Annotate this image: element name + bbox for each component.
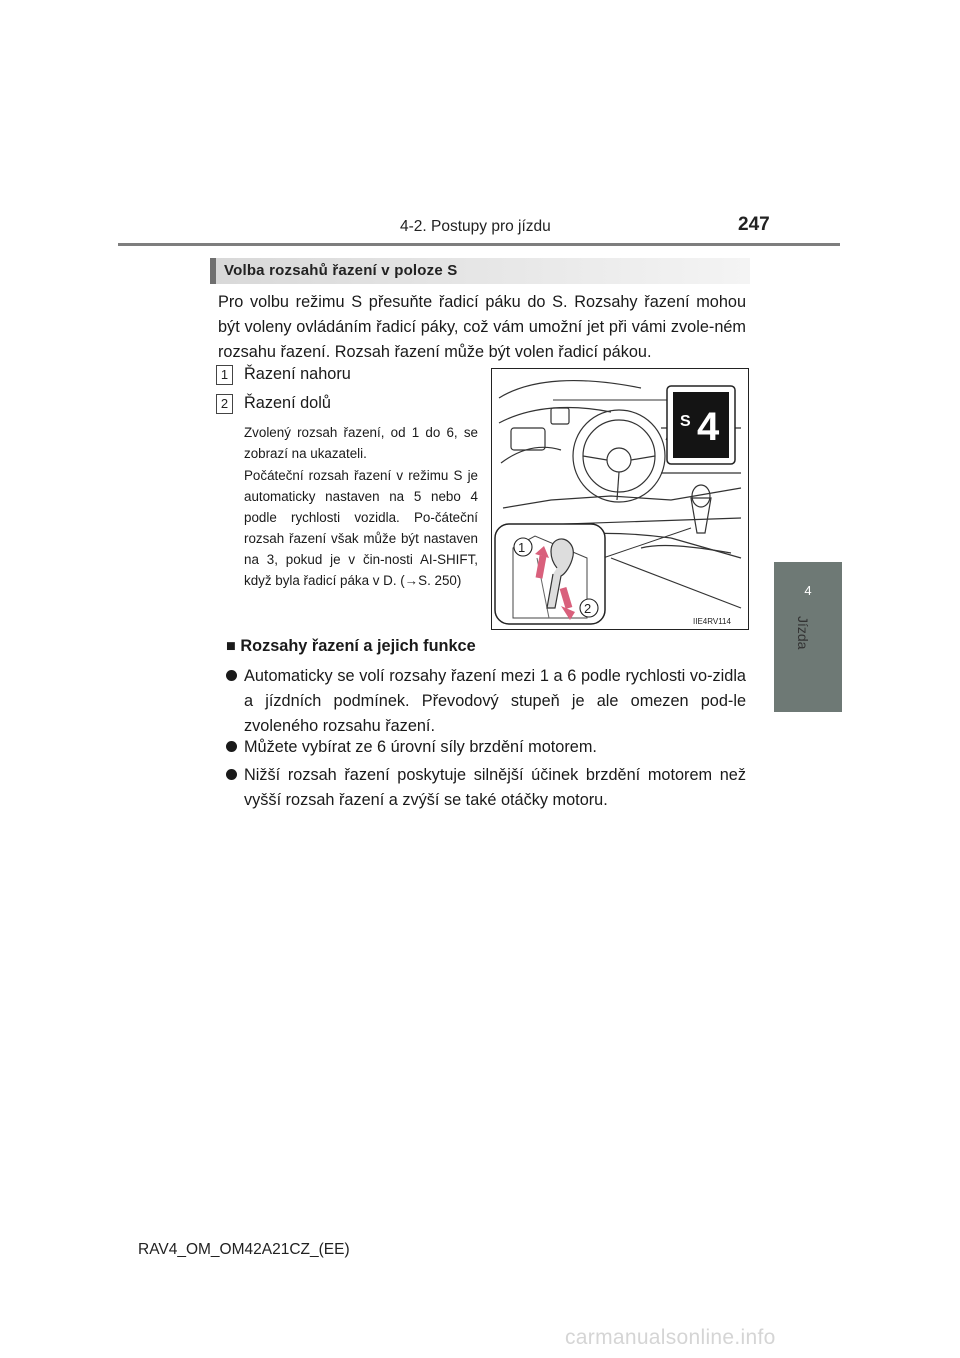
step-number-badge: 1 <box>216 365 233 385</box>
shift-lever-inset <box>495 524 605 624</box>
bullet-dot <box>226 769 237 780</box>
bullet-item: Nižší rozsah řazení poskytuje silnější účinek brzdění motorem než vyšší rozsah řazení a zvýší se také otáčky motoru. <box>244 766 746 809</box>
step-number-badge: 2 <box>216 394 233 414</box>
figure-code: IIE4RV114 <box>693 617 731 626</box>
note-paragraph: Zvolený rozsah řazení, od 1 do 6, se zobrazí na ukazateli. <box>244 425 478 461</box>
header-section-title: 4-2. Postupy pro jízdu <box>400 218 551 235</box>
bullet-item: Můžete vybírat ze 6 úrovní síly brzdění motorem. <box>244 738 597 756</box>
callout-number: 2 <box>584 601 592 616</box>
intro-paragraph: Pro volbu režimu S přesuňte řadicí páku do S. Rozsahy řazení mohou být voleny ovládáním řadicí páky, což vám umožní jet při vámi zvole-ném rozsahu řazení. Rozsah řazení může být volen řadicí pákou. <box>218 293 746 361</box>
subsection-marker: ■ <box>226 637 236 655</box>
subsection-title: Rozsahy řazení a jejich funkce <box>240 637 476 655</box>
illustration-drawing <box>491 368 749 630</box>
subsection-heading <box>226 637 476 656</box>
page-number: 247 <box>738 214 770 235</box>
gear-display-inset <box>667 386 735 464</box>
shift-lever-illustration <box>491 368 749 630</box>
step-label-shift-down: Řazení dolů <box>244 394 331 412</box>
callout-number: 1 <box>518 540 526 555</box>
bullet-dot <box>226 670 237 681</box>
document-code: RAV4_OM_OM42A21CZ_(EE) <box>138 1241 350 1258</box>
display-letter: S <box>680 413 691 430</box>
header-divider <box>118 243 840 246</box>
chapter-tab-number: 4 <box>804 583 812 598</box>
section-header-accent <box>210 258 216 284</box>
bullet-item: Automaticky se volí rozsahy řazení mezi 1 a 6 podle rychlosti vo-zidla a jízdních podmínek. Převodový stupeň je ale omezen pod-le zvoleného rozsahu řazení. <box>244 667 746 735</box>
note-paragraph: Počáteční rozsah řazení v režimu S je automaticky nastaven na 5 nebo 4 podle rychlosti vozidla. Po-čáteční rozsah řazení však může být nastaven na 3, pokud je v čin-nosti AI-SHIFT, když byla řadicí páka v D. (→S. 250) <box>244 468 478 588</box>
display-digit: 4 <box>697 405 720 449</box>
section-title: Volba rozsahů řazení v poloze S <box>224 262 458 279</box>
chapter-tab-label: Jízda <box>795 616 811 650</box>
step-label-shift-up: Řazení nahoru <box>244 365 351 383</box>
watermark: carmanualsonline.info <box>565 1326 776 1349</box>
bullet-dot <box>226 741 237 752</box>
